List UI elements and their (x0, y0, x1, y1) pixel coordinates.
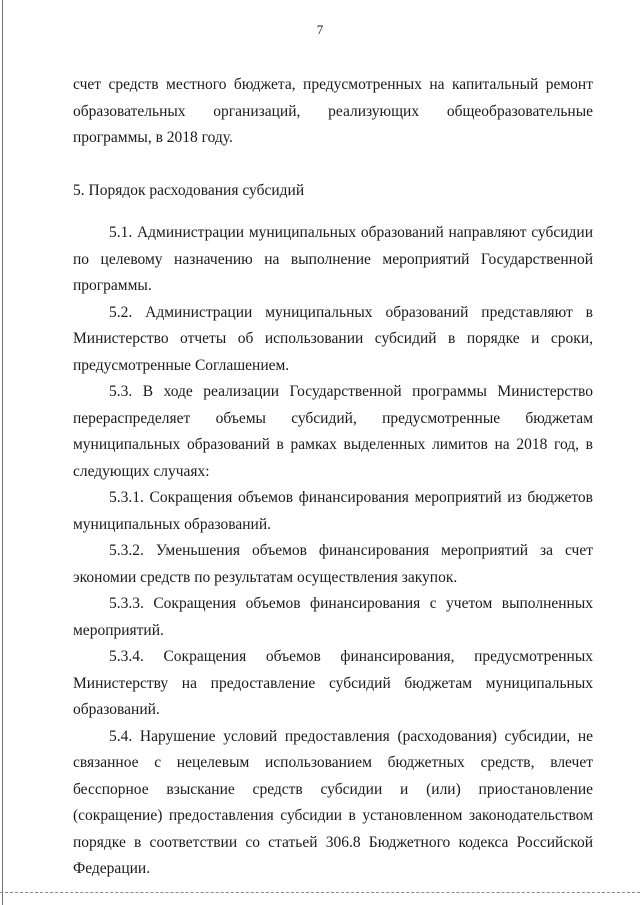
paragraph-5-3-1: 5.3.1. Сокращения объемов финансирования мероприятий из бюджетов муниципальных образований. (73, 489, 593, 533)
paragraph-5-3: 5.3. В ходе реализации Государственной программы Министерство перераспределяет объемы субсидий, предусмотренные бюджетам муниципальных образований в рамках выделенных лимитов на 2018 год, в следующих случаях: (73, 383, 593, 480)
scan-bottom-line (0, 892, 640, 893)
paragraph-5-4: 5.4. Нарушение условий предоставления (расходования) субсидии, не связанное с нецелевым использованием бюджетных средств, влечет бесспорное взыскание средств субсидии и (или) приостановление (сокращение) предоставления субсидии в установленном законодательством порядке в соответствии со статьей 306.8 Бюджетного кодекса Российской Федерации. (73, 727, 593, 877)
paragraph-5-2: 5.2. Администрации муниципальных образований представляют в Министерство отчеты об использовании субсидий в порядке и сроки, предусмотренные Соглашением. (73, 303, 593, 374)
section-title: 5. Порядок расходования субсидий (73, 181, 305, 199)
paragraph-5-3-3: 5.3.3. Сокращения объемов финансирования с учетом выполненных мероприятий. (73, 595, 593, 639)
paragraph-5-3-4: 5.3.4. Сокращения объемов финансирования, предусмотренных Министерству на предоставление субсидий бюджетам муниципальных образований. (73, 648, 593, 718)
scan-edge-line (2, 0, 3, 905)
paragraph-5-1: 5.1. Администрации муниципальных образований направляют субсидии по целевому назначению на выполнение мероприятий Государственной программы. (73, 224, 593, 294)
page-number: 7 (316, 22, 324, 37)
intro-paragraph: счет средств местного бюджета, предусмотренных на капитальный ремонт образовательных организаций, реализующих общеобразовательные программы, в 2018 году. (73, 76, 593, 146)
paragraph-5-3-2: 5.3.2. Уменьшения объемов финансирования мероприятий за счет экономии средств по результатам осуществления закупок. (73, 542, 593, 586)
document-body (73, 72, 593, 883)
